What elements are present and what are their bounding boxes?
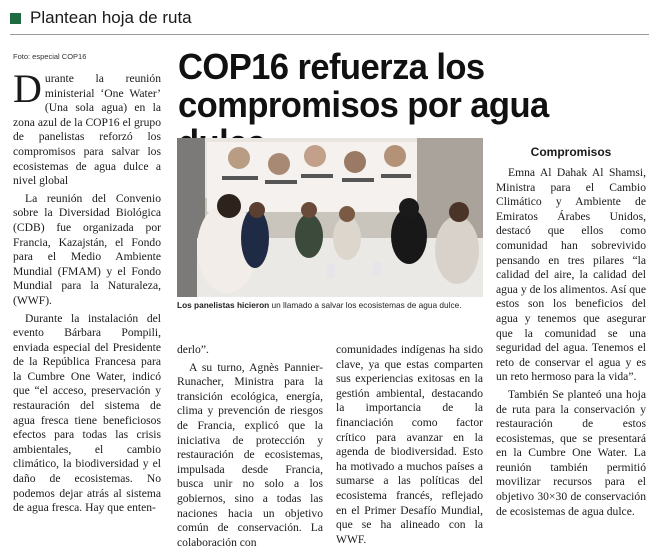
dropcap: D	[13, 66, 42, 111]
section-header	[10, 8, 192, 28]
section-title: Plantean hoja de ruta	[30, 8, 192, 27]
article-paragraph: La reunión del Convenio sobre la Diversidad Biológica (CDB) fue organizada por Francia, Kazajstán, el Fondo para el Medio Ambiente Mundial (FMAM) y el Fondo Mundial para la Naturaleza, (WWF).	[13, 191, 161, 307]
headline: COP16 refuerza los compromisos por agua	[178, 46, 549, 125]
panel-photo	[177, 138, 483, 297]
article-paragraph: urante la reunión ministerial ‘One Water’ (Una sola agua) en la zona azul de la COP16 el grupo de panelistas reforzó los compromisos para salvar los ecosistemas de agua dulce a nivel global	[13, 72, 161, 188]
article-paragraph: A su turno, Agnès Pannier-Runacher, Ministra para la transición ecológica, energía, clima y prevención de riesgos de Francia, explicó que la iniciativa de protección y restauración de ecosistemas, impulsada desde Francia, busca unir no solo a los gobiernos, sino a todas las naciones hacia un objetivo común de conservación. La colaboración con	[177, 360, 323, 549]
photo-credit: Foto: especial COP16	[13, 52, 87, 61]
section-divider	[10, 34, 649, 35]
article-column-3	[336, 343, 483, 547]
article-column-1	[13, 66, 161, 516]
article-paragraph: derlo”.	[177, 343, 209, 356]
article-column-4	[496, 166, 646, 519]
photo-caption	[177, 300, 487, 310]
article-paragraph: Durante la instalación del evento Bárbara Pompili, enviada especial del Presidente de la República Francesa para la Cumbre One Water, indicó que “el acceso, preservación y restauración del sistema de agua fresca tiene beneficiosos efectos para todas las crisis ambientales, el cambio climático, la biodiversidad y el daño de ecosistemas. No podemos dejar atrás al sistema de agua fresca. Hay que enten-	[13, 311, 161, 515]
article-paragraph: También Se planteó una hoja de ruta para la conservación y restauración de estos ecosistemas, que se presentará en la Cumbre One Water. La reunión también permitió movilizar recursos para el objetivo 30×30 de conservación de ecosistemas de agua dulce.	[496, 387, 646, 518]
article-paragraph: Emna Al Dahak Al Shamsi, Ministra para el Cambio Climático y Ambiente de Emiratos Árabes Unidos, destacó que ellos como comunidad han sobrevivido pensando en tres pilares “la calidad del aire, la calidad del agua y de los alimentos. Así que estos son los beneficios del agua y tenemos que asegurar que la comunidad se una seguridad del agua. Tenemos el reto de conservar el agua y es un reto hermoso para la vida”.	[496, 166, 646, 384]
article-paragraph: comunidades indígenas ha sido clave, ya que estas comparten sus experiencias exitosas en la gestión ambiental, destacando la importancia de la financiación como factor crítico para avanzar en la agenda de biodiversidad. Esto ha motivado a muchos países a sumarse a las políticas del ecosistema francés, reflejado en el Primer Desafío Mundial, que se ha alineado con la WWF.	[336, 343, 483, 546]
article-column-2	[177, 343, 323, 550]
section-marker-icon	[10, 13, 21, 24]
caption-text: un llamado a salvar los ecosistemas de agua dulce.	[269, 300, 462, 310]
panel-photo-illustration	[177, 138, 483, 297]
subhead: Compromisos	[530, 145, 612, 159]
caption-lead: Los panelistas hicieron	[177, 300, 270, 310]
